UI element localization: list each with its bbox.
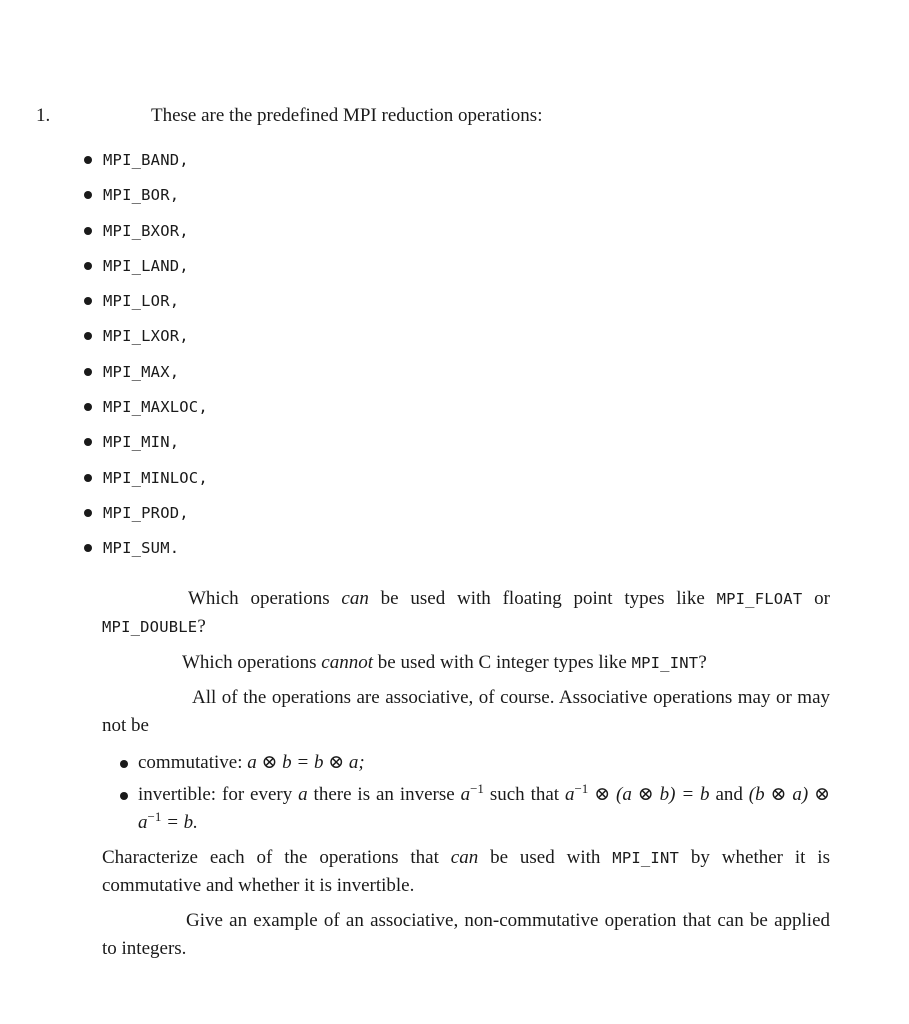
operation-name: MPI_SUM.: [103, 539, 180, 558]
list-item: [84, 537, 208, 572]
property-commutative: commutative: a ⊗ b = b ⊗ a;: [138, 752, 365, 773]
properties-list: [120, 749, 830, 841]
bullet-icon: [84, 509, 92, 517]
question-example: Give an example of an associative, non-commutative operation that can be applied to integers.: [102, 910, 830, 959]
bullet-icon: [84, 544, 92, 552]
bullet-icon: [84, 332, 92, 340]
operation-name: MPI_MAXLOC,: [103, 398, 208, 417]
operation-name: MPI_LAND,: [103, 256, 189, 275]
bullet-icon: [84, 227, 92, 235]
operation-name: MPI_MAX,: [103, 362, 180, 381]
operation-name: MPI_MINLOC,: [103, 468, 208, 487]
bullet-icon: [84, 403, 92, 411]
operations-list: [84, 149, 208, 573]
list-item: [84, 220, 208, 255]
list-item: [84, 396, 208, 431]
operation-name: MPI_LOR,: [103, 292, 180, 311]
list-item: [84, 184, 208, 219]
list-item: [120, 749, 830, 777]
operation-name: MPI_MIN,: [103, 433, 180, 452]
bullet-icon: [120, 792, 128, 800]
list-item: [84, 290, 208, 325]
list-item: [84, 431, 208, 466]
bullet-icon: [84, 191, 92, 199]
bullet-icon: [84, 156, 92, 164]
list-item: [120, 781, 830, 837]
question-int-ops: Which operations cannot be used with C integer types like MPI_INT?: [182, 652, 707, 673]
bullet-icon: [84, 297, 92, 305]
operation-name: MPI_PROD,: [103, 503, 189, 522]
operation-name: MPI_BAND,: [103, 151, 189, 169]
bullet-icon: [84, 474, 92, 482]
operation-name: MPI_BXOR,: [103, 221, 189, 240]
list-item: [84, 502, 208, 537]
bullet-icon: [120, 760, 128, 768]
question-float-ops: Which operations can be used with floating point types like MPI_FLOAT or MPI_DOUBLE?: [102, 588, 831, 637]
bullet-icon: [84, 368, 92, 376]
property-invertible: invertible: for every a there is an inverse $a^{-1}$ such that $a^{-1}$ ⊗ (a ⊗ b) = b and (b ⊗ a) ⊗ $a^{-1} = b$.: [138, 781, 830, 833]
bullet-icon: [84, 438, 92, 446]
operation-name: MPI_LXOR,: [103, 327, 189, 346]
list-item: [84, 149, 208, 184]
operation-name: MPI_BOR,: [103, 186, 180, 205]
bullet-icon: [84, 262, 92, 270]
problem-number: 1.: [36, 105, 51, 126]
associativity-note: All of the operations are associative, of course. Associative operations may or may not be: [102, 687, 830, 736]
problem-intro: These are the predefined MPI reduction operations:: [151, 105, 543, 126]
question-characterize: Characterize each of the operations that can be used with MPI_INT by whether it is commutative and whether it is invertible.: [102, 847, 830, 896]
list-item: [84, 255, 208, 290]
list-item: [84, 325, 208, 360]
list-item: [84, 467, 208, 502]
list-item: [84, 361, 208, 396]
